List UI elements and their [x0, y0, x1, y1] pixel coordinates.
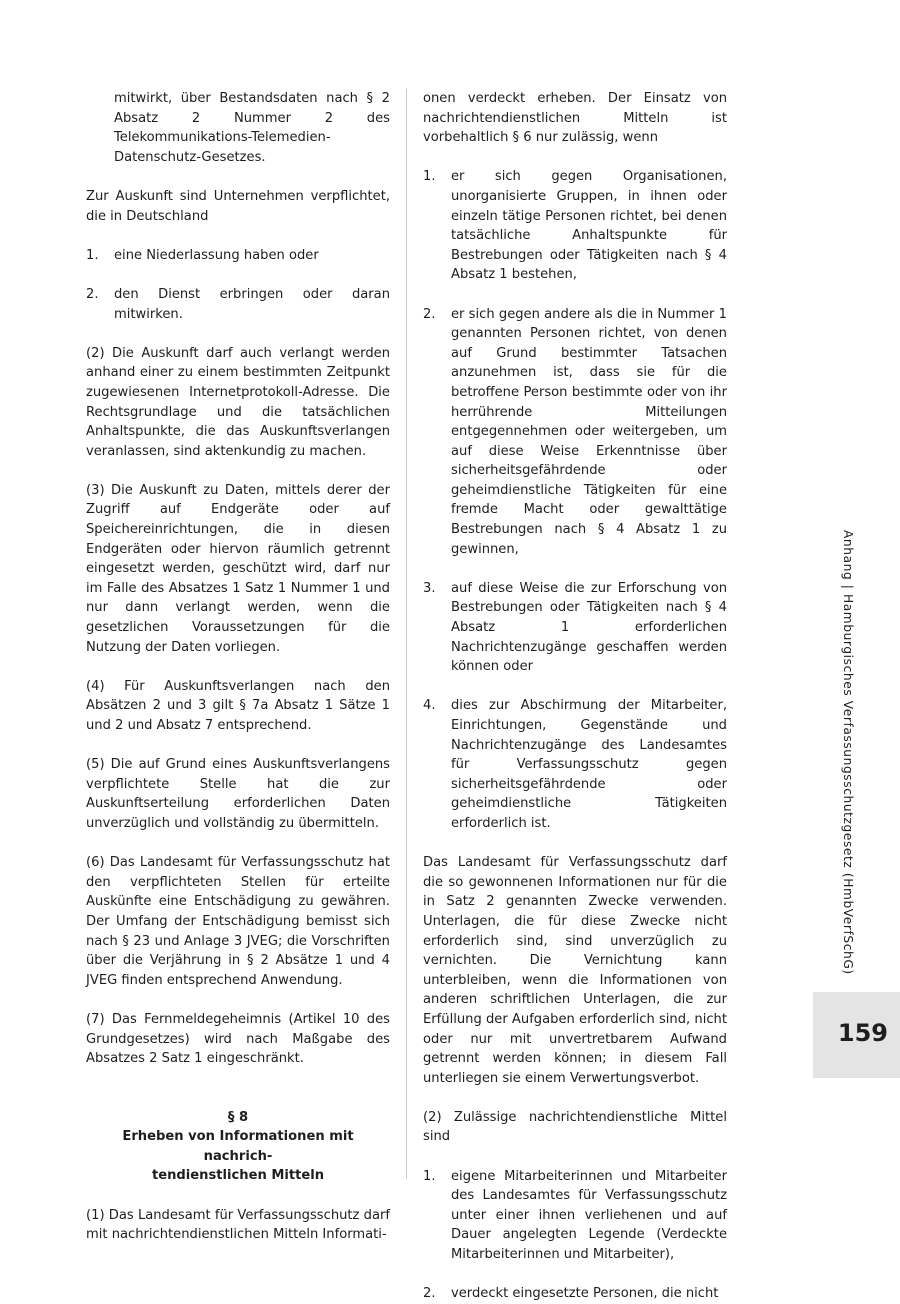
list-item [423, 696, 727, 833]
paragraph: (6) Das Landesamt für Verfassungsschutz hat den verpflichteten Stellen für erteilte Auskünfte eine Entschädigung zu gewähren. Der Umfang der Entschädigung bemisst sich nach § 23 und Anlage 3 JVEG; die Vorschriften über die Verjährung in § 2 Absätze 1 und 4 JVEG finden entsprechend Anwendung. [86, 855, 390, 988]
list-item-text: verdeckt eingesetzte Personen, die nicht [451, 1286, 719, 1302]
section-title-line: tendienstlichen Mitteln [151, 1168, 325, 1184]
list-item [86, 246, 390, 266]
section-number: § 8 [227, 1109, 249, 1125]
list-number: 2. [86, 286, 99, 302]
list-item [86, 285, 390, 324]
list-item-text: er sich gegen Organisationen, unorganisierte Gruppen, in ihnen oder einzeln tätige Personen richtet, bei denen tatsächliche Anhaltspunkte für Bestrebungen oder Tätigkeiten nach § 4 Absatz 1 bestehen, [451, 169, 727, 283]
section-heading [86, 1108, 390, 1186]
paragraph: (4) Für Auskunftsverlangen nach den Absätzen 2 und 3 gilt § 7a Absatz 1 Sätze 1 und 2 und Absatz 7 entsprechend. [86, 678, 390, 733]
list-number: 1. [86, 247, 99, 263]
list-item-text: er sich gegen andere als die in Nummer 1 genannten Personen richtet, von denen auf Grund bestimmter Tatsachen anzunehmen ist, dass sie für die betroffene Person bestimmte oder von ihr herrührende Mitteilungen entgegennehmen oder weitergeben, um auf diese Weise Erkenntnisse über sicherheitsgefährdende oder geheimdienstliche Tätigkeiten für eine fremde Macht oder gewalttätige Bestrebungen nach § 4 Absatz 1 zu gewinnen, [451, 306, 727, 557]
list-item-text: den Dienst erbringen oder daran mitwirken. [114, 286, 390, 322]
list-number: 1. [423, 1168, 436, 1184]
list-item [423, 1167, 727, 1265]
page-number-box [813, 992, 900, 1078]
list-item-text: eigene Mitarbeiterinnen und Mitarbeiter des Landesamtes für Verfassungsschutz unter einer ihnen verliehenen und auf Dauer angelegten Legende (Verdeckte Mitarbeiterinnen und Mitarbeiter), [451, 1168, 727, 1263]
list-item-text: auf diese Weise die zur Erforschung von Bestrebungen oder Tätigkeiten nach § 4 Absatz 1 erforderlichen Nachrichtenzugänge geschaffen werden können oder [451, 580, 727, 675]
list-item [423, 305, 727, 560]
paragraph: (7) Das Fernmeldegeheimnis (Artikel 10 des Grundgesetzes) wird nach Maßgabe des Absatzes 2 Satz 1 eingeschränkt. [86, 1011, 390, 1067]
left-column [86, 89, 390, 1245]
list-number: 2. [423, 1286, 436, 1302]
paragraph: (1) Das Landesamt für Verfassungsschutz darf mit nachrichtendienstlichen Mitteln Informati- [86, 1207, 390, 1243]
list-item [423, 579, 727, 677]
column-divider [406, 89, 407, 1179]
paragraph-continuation: onen verdeckt erheben. Der Einsatz von nachrichtendienstlichen Mitteln ist vorbehaltlich § 6 nur zulässig, wenn [423, 91, 727, 146]
right-column [423, 89, 727, 1304]
paragraph: (2) Die Auskunft darf auch verlangt werden anhand einer zu einem bestimmten Zeitpunkt zugewiesenen Internetprotokoll-Adresse. Die Rechtsgrundlage und die tatsächlichen Anhaltspunkte, die das Auskunftsverlangen veranlassen, sind aktenkundig zu machen. [86, 345, 390, 459]
side-running-header: Anhang | Hamburgisches Verfassungsschutzgesetz (HmbVerfSchG) [841, 530, 855, 975]
list-number: 4. [423, 698, 436, 714]
list-number: 1. [423, 169, 436, 185]
section-title-line: Erheben von Informationen mit nachrich- [122, 1129, 354, 1164]
list-number: 2. [423, 306, 436, 322]
paragraph-continuation: mitwirkt, über Bestandsdaten nach § 2 Absatz 2 Nummer 2 des Telekommunikations-Telemedien-Datenschutz-Gesetzes. [114, 91, 390, 165]
paragraph: (2) Zulässige nachrichtendienstliche Mittel sind [423, 1109, 727, 1145]
list-item [423, 167, 727, 285]
paragraph: Das Landesamt für Verfassungsschutz darf die so gewonnenen Informationen nur für die in Satz 2 genannten Zwecke verwenden. Unterlagen, die für diese Zwecke nicht erforderlich sind, sind unverzüglich zu vernichten. Die Vernichtung kann unterbleiben, wenn die Informationen von anderen schriftlichen Unterlagen, die zur Erfüllung der Aufgaben erforderlich sind, nicht oder nur mit unvertretbarem Aufwand getrennt werden können; in diesem Fall unterliegen sie einem Verwertungsverbot. [423, 855, 727, 1086]
list-item-text: eine Niederlassung haben oder [114, 247, 319, 263]
list-item [423, 1284, 727, 1304]
page-number: 159 [837, 1019, 888, 1047]
list-number: 3. [423, 580, 436, 596]
paragraph: Zur Auskunft sind Unternehmen verpflichtet, die in Deutschland [86, 188, 390, 224]
paragraph: (3) Die Auskunft zu Daten, mittels derer der Zugriff auf Endgeräte oder auf Speichereinrichtungen, die in diesen Endgeräten oder hiervon räumlich getrennt eingesetzt werden, geschützt wird, darf nur im Falle des Absatzes 1 Satz 1 Nummer 1 und nur dann verlangt werden, wenn die gesetzlichen Voraussetzungen für die Nutzung der Daten vorliegen. [86, 482, 390, 655]
paragraph: (5) Die auf Grund eines Auskunftsverlangens verpflichtete Stelle hat die zur Auskunftserteilung erforderlichen Daten unverzüglich und vollständig zu übermitteln. [86, 757, 390, 831]
list-item-text: dies zur Abschirmung der Mitarbeiter, Einrichtungen, Gegenstände und Nachrichtenzugänge des Landesamtes für Verfassungsschutz gegen sicherheitsgefährdende oder geheimdienstliche Tätigkeiten erforderlich ist. [451, 698, 727, 831]
